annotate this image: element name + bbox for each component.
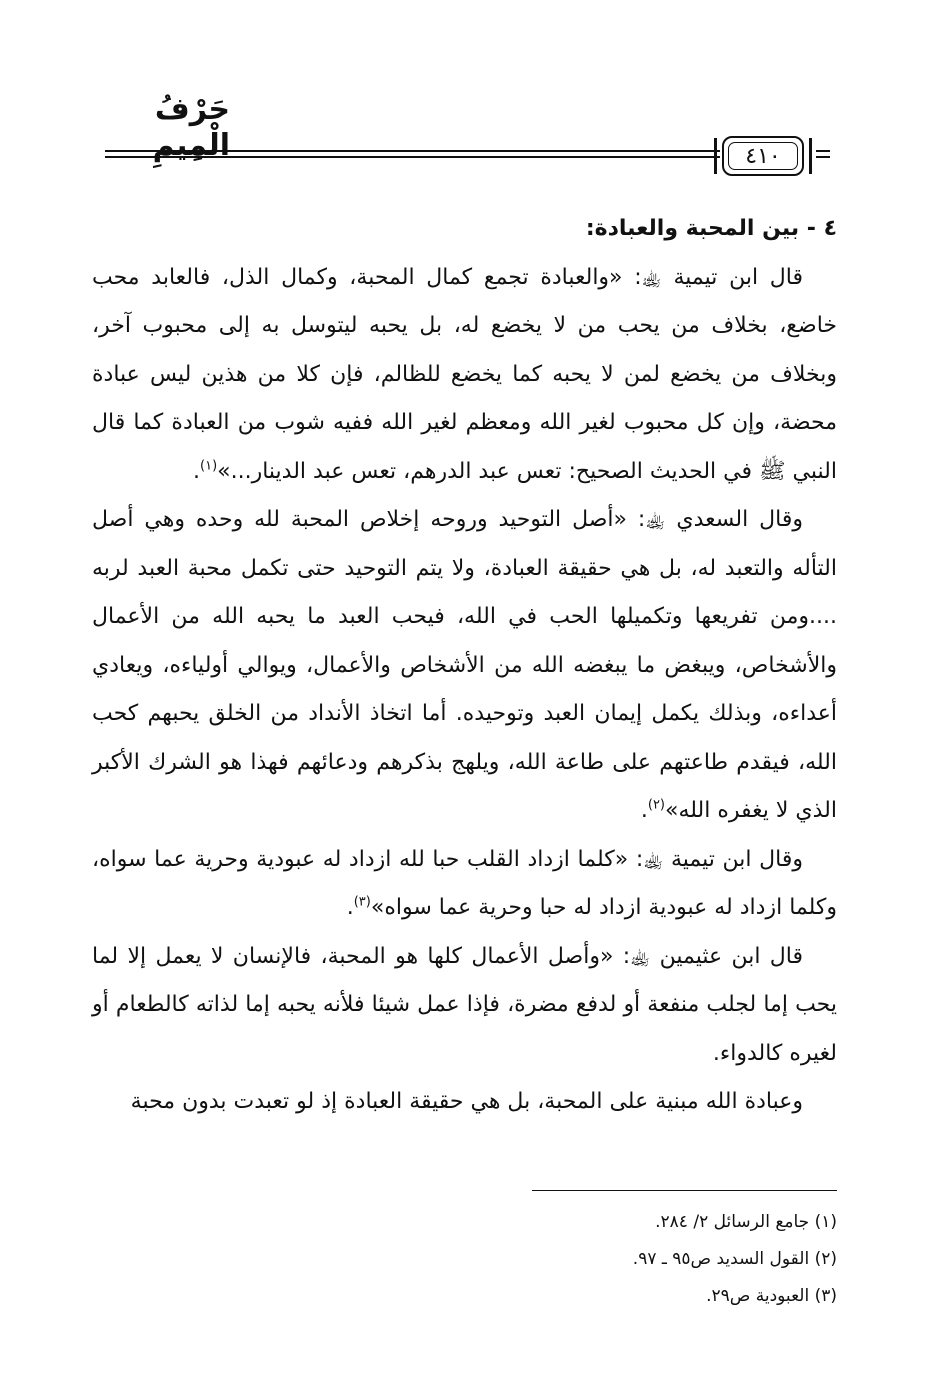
end-punctuation: .: [640, 798, 648, 823]
paragraph-text: وقال ابن تيمية ﵀: «كلما ازداد القلب حبا لله ازداد له عبودية وحرية عما سواه، وكلما ازداد له عبودية ازداد له حبا وحرية عما سواه»: [92, 846, 837, 920]
page-number-frame-right: [809, 138, 812, 174]
paragraph-ibn-taymiyyah-2: [92, 836, 837, 933]
paragraph-ibn-uthaymeen: قال ابن عثيمين ﵀: «وأصل الأعمال كلها هو المحبة، فالإنسان لا يعمل إلا لما يحب إما لجلب منفعة أو لدفع مضرة، فإذا عمل شيئا فلأنه يحبه إما لذاته كالطعام أو لغيره كالدواء.: [92, 943, 837, 1066]
footnote-1: (١) جامع الرسائل ٢/ ٢٨٤.: [655, 1212, 837, 1232]
footnotes: [400, 1204, 837, 1315]
page-number-text: ٤١٠: [745, 143, 781, 169]
header-rule-right-top: [816, 150, 830, 152]
header-rule-bottom: [105, 156, 720, 158]
end-punctuation: .: [193, 458, 200, 484]
main-text: [92, 205, 837, 1127]
footnote-2: (٢) القول السديد ص٩٥ ـ ٩٧.: [632, 1249, 837, 1269]
page-number: [722, 136, 804, 176]
paragraph-worship-love: وعبادة الله مبنية على المحبة، بل هي حقيقة العبادة إذ لو تعبدت بدون محبة: [130, 1089, 803, 1114]
chapter-title: حَرْفُ الْمِيمِ: [152, 92, 230, 163]
header-rule-right-bottom: [816, 156, 830, 158]
section-heading: ٤ - بين المحبة والعبادة:: [585, 216, 837, 241]
paragraph-text: وقال السعدي ﵀: «أصل التوحيد وروحه إخلاص المحبة لله وحده وهي أصل التأله والتعبد له، بل هي حقيقة العبادة، ولا يتم التوحيد حتى تكمل محبة العبد لربه ....ومن تفريعها وتكميلها الحب في الله، فيحب العبد ما يحبه الله من الأعمال والأشخاص، ويبغض ما يبغضه الله من الأشخاص والأعمال، ويوالي أولياءه، ويعادي أعداءه، وبذلك يكمل إيمان العبد وتوحيده. أما اتخاذ الأنداد من الخلق يحبهم كحب الله، فيقدم طاعتهم على طاعة الله، ويلهج بذكرهم ودعائهم فهذا هو الشرك الأكبر الذي لا يغفره الله»: [92, 507, 837, 823]
end-punctuation: .: [346, 895, 354, 920]
paragraph-saadi: [92, 496, 837, 836]
paragraph-ibn-taymiyyah-1: [92, 254, 837, 497]
footnote-ref-1: (١): [200, 458, 218, 474]
footnote-ref-3: (٣): [353, 894, 371, 910]
footnote-separator: [532, 1190, 837, 1191]
footnote-3: (٣) العبودية ص٢٩.: [706, 1286, 837, 1306]
footnote-ref-2: (٢): [647, 797, 665, 813]
header-rule-top: [105, 150, 720, 152]
paragraph-text: قال ابن تيمية ﵀: «والعبادة تجمع كمال المحبة، وكمال الذل، فالعابد محب خاضع، بخلاف من يحب من لا يخضع له، بل يحبه ليتوسل به إلى محبوب آخر، وبخلاف من يخضع لمن لا يحبه كما يخضع للظالم، فإن كلا من هذين ليس عبادة محضة، وإن كل محبوب لغير الله ومعظم لغير الله ففيه شوب من العبادة كما قال النبي ﷺ في الحديث الصحيح: تعس عبد الدرهم، تعس عبد الدينار...»: [92, 264, 837, 484]
page-number-frame-left: [714, 138, 717, 174]
